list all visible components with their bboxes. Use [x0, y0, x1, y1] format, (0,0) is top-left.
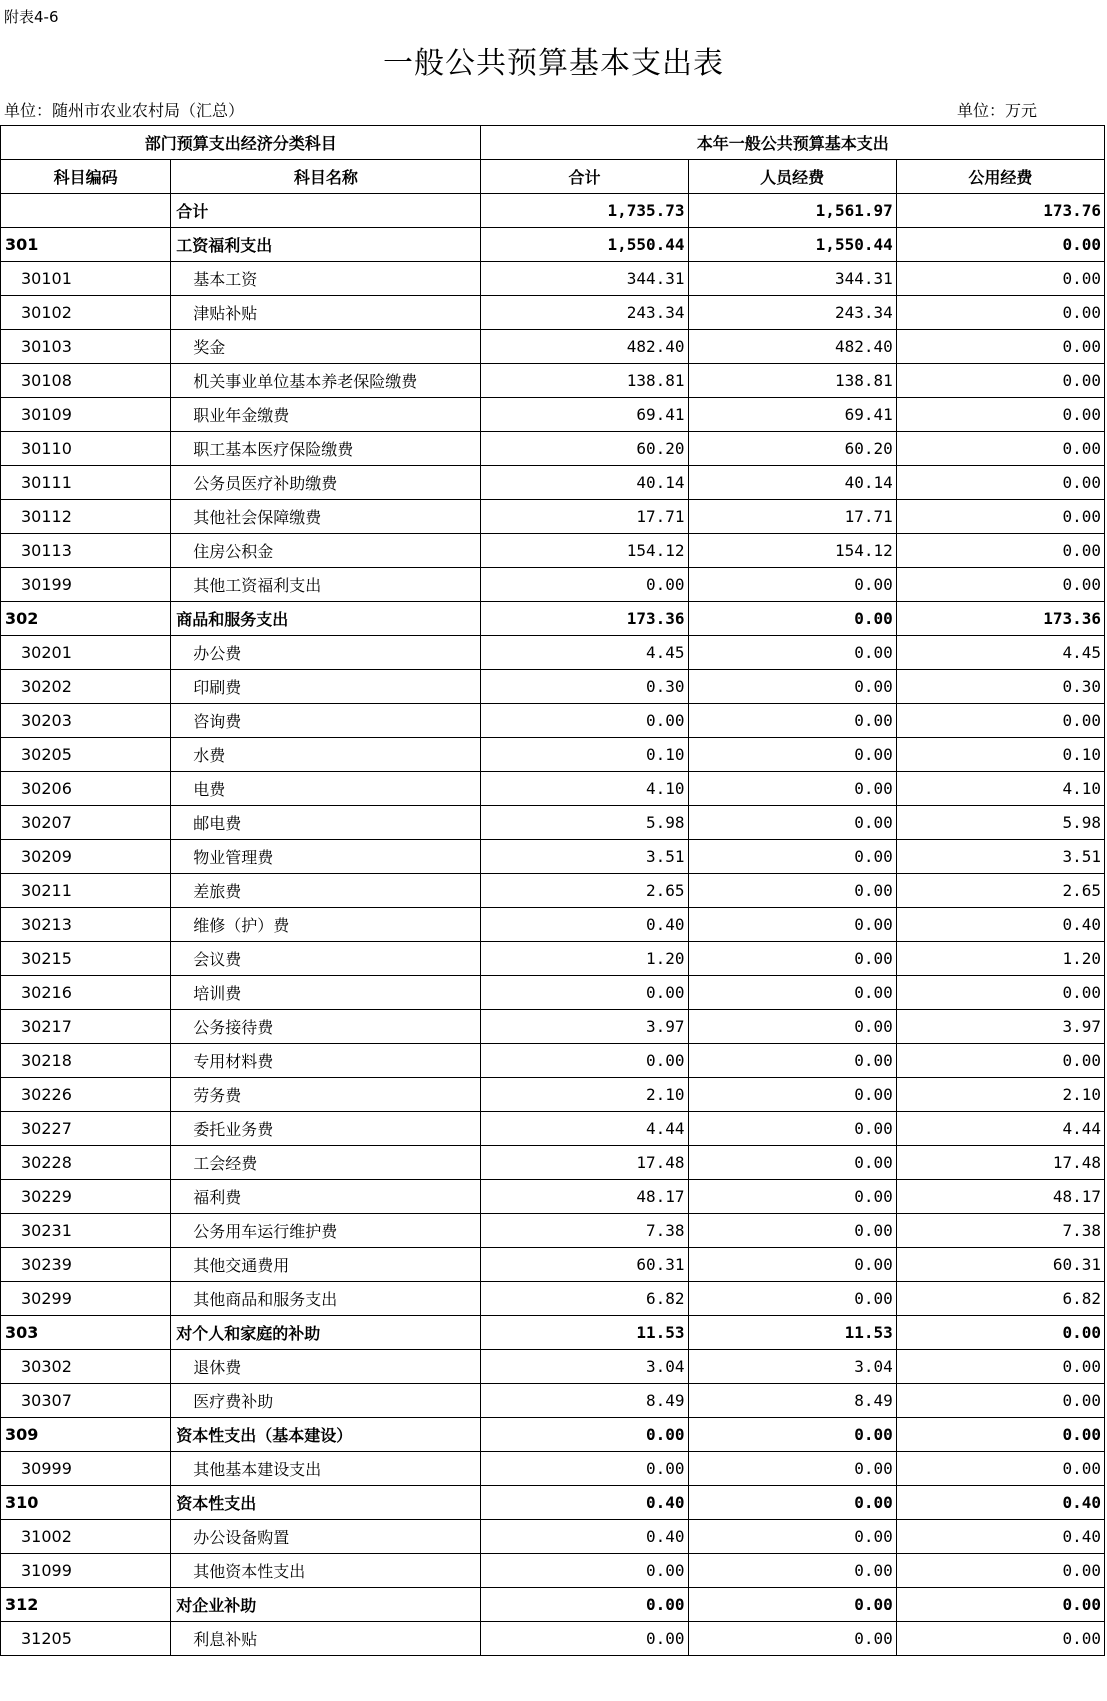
- cell-public: 0.00: [896, 704, 1104, 738]
- cell-public: 0.00: [896, 500, 1104, 534]
- cell-total: 8.49: [481, 1384, 688, 1418]
- cell-name: 其他交通费用: [171, 1248, 481, 1282]
- cell-code: 30203: [1, 704, 171, 738]
- cell-total: 3.51: [481, 840, 688, 874]
- cell-name: 商品和服务支出: [171, 602, 481, 636]
- cell-personnel: 0.00: [688, 738, 896, 772]
- cell-public: 60.31: [896, 1248, 1104, 1282]
- cell-total: 0.00: [481, 1554, 688, 1588]
- cell-total: 2.10: [481, 1078, 688, 1112]
- cell-name: 劳务费: [171, 1078, 481, 1112]
- table-row: [1, 1554, 1105, 1588]
- cell-code: 303: [1, 1316, 171, 1350]
- header-name: 科目名称: [171, 160, 481, 194]
- cell-public: 0.10: [896, 738, 1104, 772]
- cell-total: 0.40: [481, 908, 688, 942]
- cell-personnel: 0.00: [688, 976, 896, 1010]
- table-body: [1, 194, 1105, 1656]
- table-row: [1, 1248, 1105, 1282]
- cell-personnel: 0.00: [688, 772, 896, 806]
- table-row: [1, 1010, 1105, 1044]
- cell-personnel: 0.00: [688, 1486, 896, 1520]
- cell-total: 243.34: [481, 296, 688, 330]
- cell-personnel: 138.81: [688, 364, 896, 398]
- cell-total: 0.00: [481, 1418, 688, 1452]
- cell-public: 0.00: [896, 534, 1104, 568]
- table-row: [1, 738, 1105, 772]
- cell-code: 30113: [1, 534, 171, 568]
- cell-personnel: 0.00: [688, 602, 896, 636]
- cell-personnel: 0.00: [688, 1452, 896, 1486]
- cell-personnel: 344.31: [688, 262, 896, 296]
- cell-name: 工资福利支出: [171, 228, 481, 262]
- cell-public: 0.00: [896, 1554, 1104, 1588]
- cell-total: 0.30: [481, 670, 688, 704]
- table-row: [1, 1112, 1105, 1146]
- cell-code: 30226: [1, 1078, 171, 1112]
- cell-total: 1.20: [481, 942, 688, 976]
- cell-personnel: 0.00: [688, 1418, 896, 1452]
- cell-name: 办公费: [171, 636, 481, 670]
- cell-name: 津贴补贴: [171, 296, 481, 330]
- table-row: [1, 398, 1105, 432]
- cell-total: 0.00: [481, 1452, 688, 1486]
- table-row: [1, 296, 1105, 330]
- cell-name: 基本工资: [171, 262, 481, 296]
- cell-personnel: 243.34: [688, 296, 896, 330]
- cell-name: 职工基本医疗保险缴费: [171, 432, 481, 466]
- cell-public: 0.00: [896, 262, 1104, 296]
- cell-public: 5.98: [896, 806, 1104, 840]
- cell-name: 其他资本性支出: [171, 1554, 481, 1588]
- cell-personnel: 8.49: [688, 1384, 896, 1418]
- cell-personnel: 11.53: [688, 1316, 896, 1350]
- cell-personnel: 0.00: [688, 840, 896, 874]
- table-row: [1, 976, 1105, 1010]
- cell-code: 30207: [1, 806, 171, 840]
- cell-personnel: 0.00: [688, 806, 896, 840]
- cell-code: 30211: [1, 874, 171, 908]
- table-row: [1, 466, 1105, 500]
- cell-name: 利息补贴: [171, 1622, 481, 1656]
- budget-table: [0, 125, 1105, 1656]
- cell-personnel: 0.00: [688, 1146, 896, 1180]
- cell-code: 30229: [1, 1180, 171, 1214]
- cell-personnel: 60.20: [688, 432, 896, 466]
- cell-code: 30213: [1, 908, 171, 942]
- cell-public: 0.00: [896, 296, 1104, 330]
- cell-total: 0.00: [481, 1044, 688, 1078]
- cell-name: 福利费: [171, 1180, 481, 1214]
- total-code: [1, 194, 171, 228]
- cell-name: 水费: [171, 738, 481, 772]
- cell-total: 0.40: [481, 1520, 688, 1554]
- cell-public: 0.40: [896, 1520, 1104, 1554]
- cell-name: 差旅费: [171, 874, 481, 908]
- cell-personnel: 0.00: [688, 704, 896, 738]
- cell-code: 30202: [1, 670, 171, 704]
- cell-code: 30103: [1, 330, 171, 364]
- cell-name: 公务用车运行维护费: [171, 1214, 481, 1248]
- cell-code: 30227: [1, 1112, 171, 1146]
- cell-public: 0.00: [896, 398, 1104, 432]
- cell-code: 30209: [1, 840, 171, 874]
- cell-code: 30109: [1, 398, 171, 432]
- cell-code: 30302: [1, 1350, 171, 1384]
- cell-name: 其他工资福利支出: [171, 568, 481, 602]
- cell-public: 0.40: [896, 1486, 1104, 1520]
- cell-personnel: 0.00: [688, 670, 896, 704]
- table-row: [1, 908, 1105, 942]
- cell-total: 60.31: [481, 1248, 688, 1282]
- cell-code: 30108: [1, 364, 171, 398]
- cell-public: 0.00: [896, 364, 1104, 398]
- cell-personnel: 0.00: [688, 1112, 896, 1146]
- cell-code: 30239: [1, 1248, 171, 1282]
- cell-total: 17.48: [481, 1146, 688, 1180]
- table-row: [1, 1180, 1105, 1214]
- table-row: [1, 1044, 1105, 1078]
- cell-public: 1.20: [896, 942, 1104, 976]
- cell-public: 0.00: [896, 1418, 1104, 1452]
- cell-total: 0.00: [481, 704, 688, 738]
- cell-name: 医疗费补助: [171, 1384, 481, 1418]
- cell-public: 0.00: [896, 568, 1104, 602]
- cell-public: 0.00: [896, 466, 1104, 500]
- cell-name: 邮电费: [171, 806, 481, 840]
- table-row: [1, 1146, 1105, 1180]
- cell-public: 0.00: [896, 330, 1104, 364]
- cell-public: 6.82: [896, 1282, 1104, 1316]
- cell-code: 30112: [1, 500, 171, 534]
- header-group-left: 部门预算支出经济分类科目: [1, 126, 481, 160]
- cell-public: 17.48: [896, 1146, 1104, 1180]
- cell-personnel: 0.00: [688, 1622, 896, 1656]
- table-row: [1, 806, 1105, 840]
- cell-name: 对个人和家庭的补助: [171, 1316, 481, 1350]
- cell-name: 职业年金缴费: [171, 398, 481, 432]
- table-row: [1, 1078, 1105, 1112]
- cell-public: 2.10: [896, 1078, 1104, 1112]
- cell-total: 0.00: [481, 1622, 688, 1656]
- cell-name: 退休费: [171, 1350, 481, 1384]
- table-row: [1, 840, 1105, 874]
- table-row: [1, 500, 1105, 534]
- total-name: 合计: [171, 194, 481, 228]
- table-row: [1, 670, 1105, 704]
- cell-code: 302: [1, 602, 171, 636]
- cell-name: 专用材料费: [171, 1044, 481, 1078]
- cell-public: 0.00: [896, 976, 1104, 1010]
- cell-total: 0.00: [481, 976, 688, 1010]
- table-row: [1, 262, 1105, 296]
- table-row: [1, 1282, 1105, 1316]
- cell-public: 4.44: [896, 1112, 1104, 1146]
- cell-public: 48.17: [896, 1180, 1104, 1214]
- cell-total: 5.98: [481, 806, 688, 840]
- cell-code: 30199: [1, 568, 171, 602]
- cell-personnel: 0.00: [688, 874, 896, 908]
- cell-personnel: 0.00: [688, 1214, 896, 1248]
- cell-name: 会议费: [171, 942, 481, 976]
- cell-personnel: 0.00: [688, 1078, 896, 1112]
- table-row: [1, 568, 1105, 602]
- table-row: [1, 330, 1105, 364]
- cell-public: 2.65: [896, 874, 1104, 908]
- table-row: [1, 874, 1105, 908]
- cell-code: 30216: [1, 976, 171, 1010]
- cell-personnel: 0.00: [688, 942, 896, 976]
- cell-code: 309: [1, 1418, 171, 1452]
- cell-total: 69.41: [481, 398, 688, 432]
- table-row: [1, 1452, 1105, 1486]
- cell-name: 对企业补助: [171, 1588, 481, 1622]
- cell-public: 4.10: [896, 772, 1104, 806]
- cell-public: 0.00: [896, 1384, 1104, 1418]
- cell-code: 30218: [1, 1044, 171, 1078]
- cell-code: 30217: [1, 1010, 171, 1044]
- table-row: [1, 1350, 1105, 1384]
- cell-total: 173.36: [481, 602, 688, 636]
- cell-personnel: 0.00: [688, 1520, 896, 1554]
- header-group-row: [1, 126, 1105, 160]
- cell-code: 30110: [1, 432, 171, 466]
- cell-name: 其他商品和服务支出: [171, 1282, 481, 1316]
- table-row: [1, 942, 1105, 976]
- cell-name: 办公设备购置: [171, 1520, 481, 1554]
- cell-public: 0.00: [896, 432, 1104, 466]
- cell-total: 344.31: [481, 262, 688, 296]
- cell-public: 173.36: [896, 602, 1104, 636]
- cell-public: 0.30: [896, 670, 1104, 704]
- cell-personnel: 482.40: [688, 330, 896, 364]
- cell-public: 3.97: [896, 1010, 1104, 1044]
- total-row: [1, 194, 1105, 228]
- cell-personnel: 0.00: [688, 568, 896, 602]
- cell-name: 机关事业单位基本养老保险缴费: [171, 364, 481, 398]
- table-row: [1, 228, 1105, 262]
- table-row: [1, 1418, 1105, 1452]
- cell-total: 2.65: [481, 874, 688, 908]
- cell-personnel: 17.71: [688, 500, 896, 534]
- cell-code: 30102: [1, 296, 171, 330]
- cell-personnel: 0.00: [688, 1588, 896, 1622]
- cell-name: 培训费: [171, 976, 481, 1010]
- cell-personnel: 154.12: [688, 534, 896, 568]
- cell-name: 物业管理费: [171, 840, 481, 874]
- cell-total: 0.40: [481, 1486, 688, 1520]
- header-total: 合计: [481, 160, 688, 194]
- table-row: [1, 1316, 1105, 1350]
- table-row: [1, 432, 1105, 466]
- cell-total: 3.04: [481, 1350, 688, 1384]
- unit-currency-label: 单位：万元: [957, 101, 1038, 120]
- cell-personnel: 0.00: [688, 1010, 896, 1044]
- cell-code: 30231: [1, 1214, 171, 1248]
- cell-name: 其他基本建设支出: [171, 1452, 481, 1486]
- header-group-right: 本年一般公共预算基本支出: [481, 126, 1105, 160]
- annex-label: 附表4-6: [4, 8, 59, 26]
- header-public: 公用经费: [896, 160, 1104, 194]
- cell-code: 30215: [1, 942, 171, 976]
- cell-name: 印刷费: [171, 670, 481, 704]
- cell-name: 委托业务费: [171, 1112, 481, 1146]
- cell-personnel: 40.14: [688, 466, 896, 500]
- cell-total: 17.71: [481, 500, 688, 534]
- cell-name: 维修（护）费: [171, 908, 481, 942]
- cell-public: 0.00: [896, 1588, 1104, 1622]
- cell-personnel: 3.04: [688, 1350, 896, 1384]
- cell-name: 公务接待费: [171, 1010, 481, 1044]
- cell-code: 301: [1, 228, 171, 262]
- cell-total: 1,550.44: [481, 228, 688, 262]
- cell-public: 0.00: [896, 228, 1104, 262]
- page-title: 一般公共预算基本支出表: [383, 46, 724, 81]
- table-row: [1, 1520, 1105, 1554]
- cell-total: 60.20: [481, 432, 688, 466]
- cell-name: 电费: [171, 772, 481, 806]
- table-row: [1, 602, 1105, 636]
- cell-name: 咨询费: [171, 704, 481, 738]
- cell-total: 482.40: [481, 330, 688, 364]
- cell-public: 0.00: [896, 1350, 1104, 1384]
- table-row: [1, 534, 1105, 568]
- cell-code: 31205: [1, 1622, 171, 1656]
- cell-name: 公务员医疗补助缴费: [171, 466, 481, 500]
- cell-name: 奖金: [171, 330, 481, 364]
- table-row: [1, 364, 1105, 398]
- cell-public: 0.00: [896, 1316, 1104, 1350]
- cell-personnel: 69.41: [688, 398, 896, 432]
- cell-public: 0.00: [896, 1452, 1104, 1486]
- cell-total: 4.44: [481, 1112, 688, 1146]
- cell-name: 资本性支出: [171, 1486, 481, 1520]
- cell-personnel: 0.00: [688, 908, 896, 942]
- cell-personnel: 0.00: [688, 636, 896, 670]
- table-row: [1, 1384, 1105, 1418]
- cell-code: 31099: [1, 1554, 171, 1588]
- cell-name: 工会经费: [171, 1146, 481, 1180]
- cell-code: 30201: [1, 636, 171, 670]
- cell-personnel: 0.00: [688, 1554, 896, 1588]
- cell-public: 3.51: [896, 840, 1104, 874]
- cell-total: 0.00: [481, 1588, 688, 1622]
- cell-public: 0.40: [896, 908, 1104, 942]
- cell-code: 30228: [1, 1146, 171, 1180]
- table-row: [1, 704, 1105, 738]
- cell-total: 4.10: [481, 772, 688, 806]
- cell-personnel: 0.00: [688, 1282, 896, 1316]
- cell-total: 7.38: [481, 1214, 688, 1248]
- header-personnel: 人员经费: [688, 160, 896, 194]
- table-row: [1, 1214, 1105, 1248]
- cell-code: 30111: [1, 466, 171, 500]
- total-public: 173.76: [896, 194, 1104, 228]
- cell-personnel: 0.00: [688, 1248, 896, 1282]
- cell-personnel: 0.00: [688, 1180, 896, 1214]
- table-row: [1, 1588, 1105, 1622]
- cell-code: 30999: [1, 1452, 171, 1486]
- header-column-row: [1, 160, 1105, 194]
- cell-public: 4.45: [896, 636, 1104, 670]
- table-row: [1, 1622, 1105, 1656]
- table-row: [1, 1486, 1105, 1520]
- cell-personnel: 0.00: [688, 1044, 896, 1078]
- cell-total: 138.81: [481, 364, 688, 398]
- cell-name: 其他社会保障缴费: [171, 500, 481, 534]
- cell-total: 6.82: [481, 1282, 688, 1316]
- cell-total: 3.97: [481, 1010, 688, 1044]
- cell-name: 资本性支出（基本建设）: [171, 1418, 481, 1452]
- cell-total: 4.45: [481, 636, 688, 670]
- cell-total: 154.12: [481, 534, 688, 568]
- cell-code: 310: [1, 1486, 171, 1520]
- cell-total: 40.14: [481, 466, 688, 500]
- cell-public: 0.00: [896, 1622, 1104, 1656]
- cell-code: 30307: [1, 1384, 171, 1418]
- cell-code: 31002: [1, 1520, 171, 1554]
- table-row: [1, 636, 1105, 670]
- cell-public: 7.38: [896, 1214, 1104, 1248]
- header-code: 科目编码: [1, 160, 171, 194]
- cell-personnel: 1,550.44: [688, 228, 896, 262]
- cell-total: 0.00: [481, 568, 688, 602]
- cell-code: 30101: [1, 262, 171, 296]
- cell-public: 0.00: [896, 1044, 1104, 1078]
- cell-code: 30205: [1, 738, 171, 772]
- cell-code: 312: [1, 1588, 171, 1622]
- table-row: [1, 772, 1105, 806]
- cell-total: 0.10: [481, 738, 688, 772]
- cell-name: 住房公积金: [171, 534, 481, 568]
- total-personnel: 1,561.97: [688, 194, 896, 228]
- cell-code: 30206: [1, 772, 171, 806]
- cell-code: 30299: [1, 1282, 171, 1316]
- cell-total: 48.17: [481, 1180, 688, 1214]
- cell-total: 11.53: [481, 1316, 688, 1350]
- unit-department-label: 单位：随州市农业农村局（汇总）: [4, 101, 245, 120]
- total-total: 1,735.73: [481, 194, 688, 228]
